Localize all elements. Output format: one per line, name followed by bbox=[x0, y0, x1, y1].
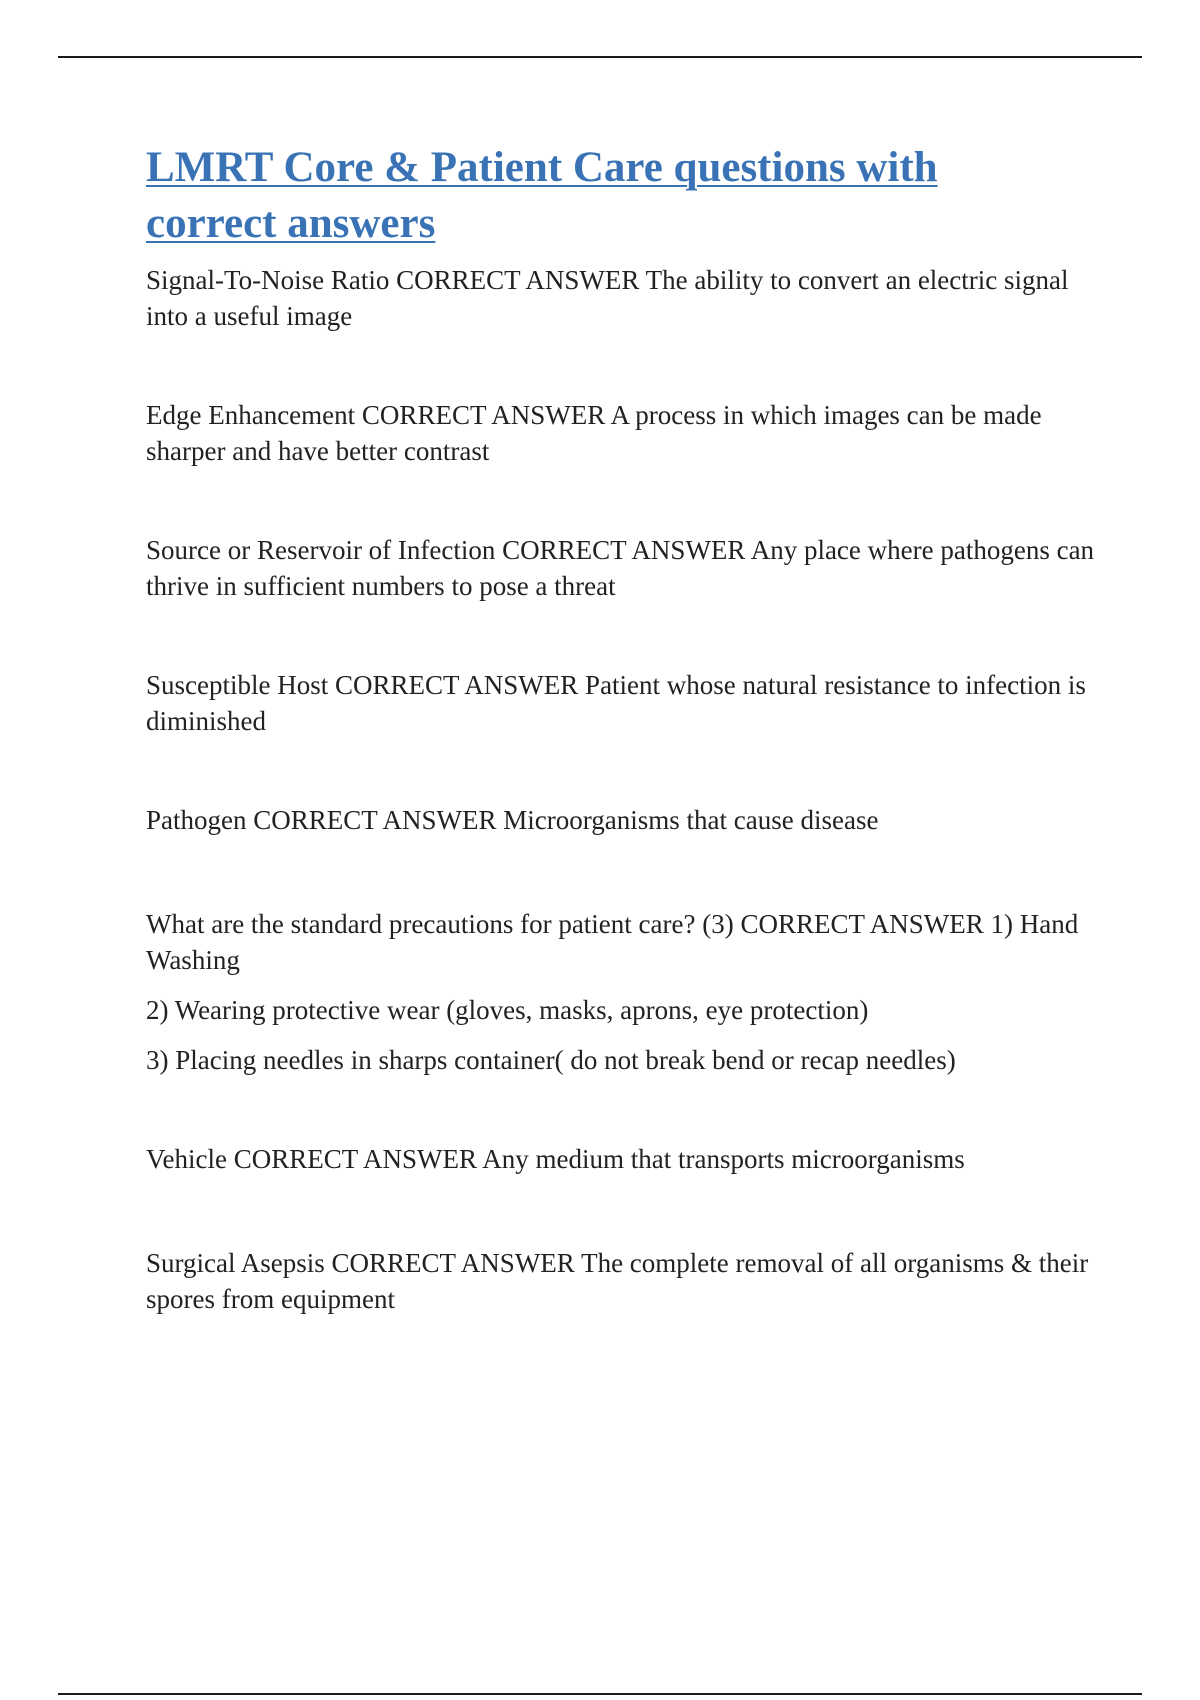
qa-entry bbox=[146, 532, 1096, 604]
correct-answer-marker: CORRECT ANSWER bbox=[331, 1248, 575, 1278]
footer-rule bbox=[58, 1693, 1142, 1695]
qa-list-line: 2) Wearing protective wear (gloves, masks, aprons, eye protection) bbox=[146, 995, 869, 1025]
qa-term: Vehicle bbox=[146, 1144, 227, 1174]
qa-answer: Any place where pathogens can thrive in sufficient numbers to pose a threat bbox=[146, 535, 1095, 601]
qa-answer: A process in which images can be made sharper and have better contrast bbox=[146, 400, 1042, 466]
correct-answer-marker: CORRECT ANSWER bbox=[233, 1144, 478, 1174]
qa-term: Signal-To-Noise Ratio bbox=[146, 265, 390, 295]
correct-answer-marker: CORRECT ANSWER bbox=[335, 670, 579, 700]
qa-term: Pathogen bbox=[146, 805, 247, 835]
qa-answer: Any medium that transports microorganisms bbox=[482, 1144, 965, 1174]
qa-list-line: 3) Placing needles in sharps container( do not break bend or recap needles) bbox=[146, 1045, 956, 1075]
correct-answer-marker: CORRECT ANSWER bbox=[740, 909, 984, 939]
qa-text bbox=[146, 906, 1096, 978]
qa-entry bbox=[146, 1245, 1096, 1317]
qa-entry bbox=[146, 397, 1096, 469]
qa-entry bbox=[146, 1141, 1096, 1177]
qa-term: Surgical Asepsis bbox=[146, 1248, 325, 1278]
correct-answer-marker: CORRECT ANSWER bbox=[361, 400, 606, 430]
qa-term: What are the standard precautions for patient care? (3) bbox=[146, 909, 734, 939]
qa-answer: 1) Hand Washing bbox=[146, 909, 1079, 975]
qa-answer: The ability to convert an electric signal into a useful image bbox=[146, 265, 1069, 331]
document-body bbox=[146, 140, 1096, 1380]
qa-answer: Patient whose natural resistance to infection is diminished bbox=[146, 670, 1086, 736]
qa-text bbox=[146, 667, 1096, 739]
correct-answer-marker: CORRECT ANSWER bbox=[253, 805, 497, 835]
qa-answer: Microorganisms that cause disease bbox=[503, 805, 879, 835]
correct-answer-marker: CORRECT ANSWER bbox=[396, 265, 640, 295]
header-rule bbox=[58, 56, 1142, 58]
correct-answer-marker: CORRECT ANSWER bbox=[502, 535, 746, 565]
qa-text bbox=[146, 262, 1096, 334]
qa-entry bbox=[146, 802, 1096, 838]
qa-term: Source or Reservoir of Infection bbox=[146, 535, 496, 565]
qa-entry bbox=[146, 262, 1096, 334]
qa-text bbox=[146, 1141, 1096, 1177]
document-title: LMRT Core & Patient Care questions with correct answers bbox=[146, 144, 938, 247]
qa-text bbox=[146, 397, 1096, 469]
qa-answer: The complete removal of all organisms & their spores from equipment bbox=[146, 1248, 1089, 1314]
qa-text bbox=[146, 1245, 1096, 1317]
qa-text bbox=[146, 802, 1096, 838]
qa-term: Edge Enhancement bbox=[146, 400, 356, 430]
qa-text bbox=[146, 532, 1096, 604]
qa-entry bbox=[146, 667, 1096, 739]
qa-term: Susceptible Host bbox=[146, 670, 329, 700]
qa-entry bbox=[146, 906, 1096, 1078]
